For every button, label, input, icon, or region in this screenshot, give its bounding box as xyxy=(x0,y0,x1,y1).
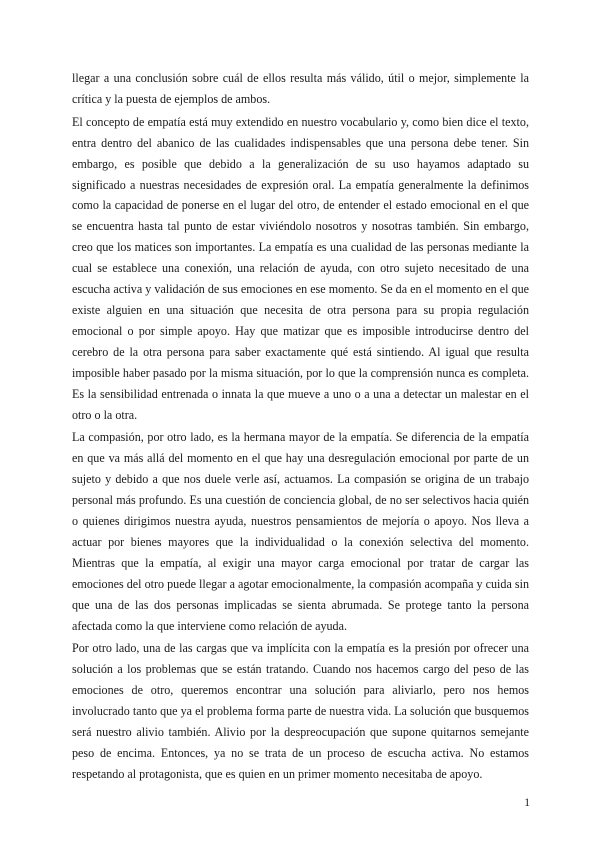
paragraph-empathy-concept: El concepto de empatía está muy extendido en nuestro vocabulario y, como bien dice el texto, entra dentro del abanico de las cualidades indispensables que una persona debe tener. Sin embargo, es posible que debido a la generalización de su uso hayamos adaptado su significado a nuestras necesidades de expresión oral. La empatía generalmente la definimos como la capacidad de ponerse en el lugar del otro, de entender el estado emocional en el que se encuentra hasta tal punto de estar viviéndolo nosotros y nosotras también. Sin embargo, creo que los matices son importantes. La empatía es una cualidad de las personas mediante la cual se establece una conexión, una relación de ayuda, con otro sujeto necesitado de una escucha activa y validación de sus emociones en ese momento. Se da en el momento en el que existe alguien en una situación que necesita de otra persona para su propia regulación emocional o por simple apoyo. Hay que matizar que es imposible introducirse dentro del cerebro de la otra persona para saber exactamente qué está sintiendo. Al igual que resulta imposible haber pasado por la misma situación, por lo que la comprensión nunca es completa. Es la sensibilidad entrenada o innata la que mueve a uno o a una a detectar un malestar en el otro o la otra. xyxy=(72,114,529,422)
paragraph-continuation: llegar a una conclusión sobre cuál de ellos resulta más válido, útil o mejor, simplemente la crítica y la puesta de ejemplos de ambos. xyxy=(72,71,529,106)
paragraph-compassion: La compasión, por otro lado, es la hermana mayor de la empatía. Se diferencia de la empatía en que va más allá del momento en el que hay una desregulación emocional por parte de un sujeto y debido a que nos duele verle así, actuamos. La compasión se origina de un trabajo personal más profundo. Es una cuestión de conciencia global, de no ser selectivos hacia quién o quienes dirigimos nuestra ayuda, nuestros pensamientos de mejoría o apoyo. Nos lleva a actuar por bienes mayores que la individualidad o la conexión selectiva del momento. Mientras que la empatía, al exigir una mayor carga emocional por tratar de cargar las emociones del otro puede llegar a agotar emocionalmente, la compasión acompaña y cuida sin que una de las dos personas implicadas se sienta abrumada. Se protege tanto la persona afectada como la que interviene como relación de ayuda. xyxy=(72,430,529,633)
body-text xyxy=(72,68,529,787)
page-number: 1 xyxy=(524,797,530,809)
paragraph-empathy-burden: Por otro lado, una de las cargas que va implícita con la empatía es la presión por ofrecer una solución a los problemas que se están tratando. Cuando nos hacemos cargo del peso de las emociones de otro, queremos encontrar una solución para aliviarlo, pero nos hemos involucrado tanto que ya el problema forma parte de nuestra vida. La solución que busquemos será nuestro alivio también. Alivio por la despreocupación que supone quitarnos semejante peso de encima. Entonces, ya no se trata de un proceso de escucha activa. No estamos respetando al protagonista, que es quien en un primer momento necesitaba de apoyo. xyxy=(72,641,529,781)
